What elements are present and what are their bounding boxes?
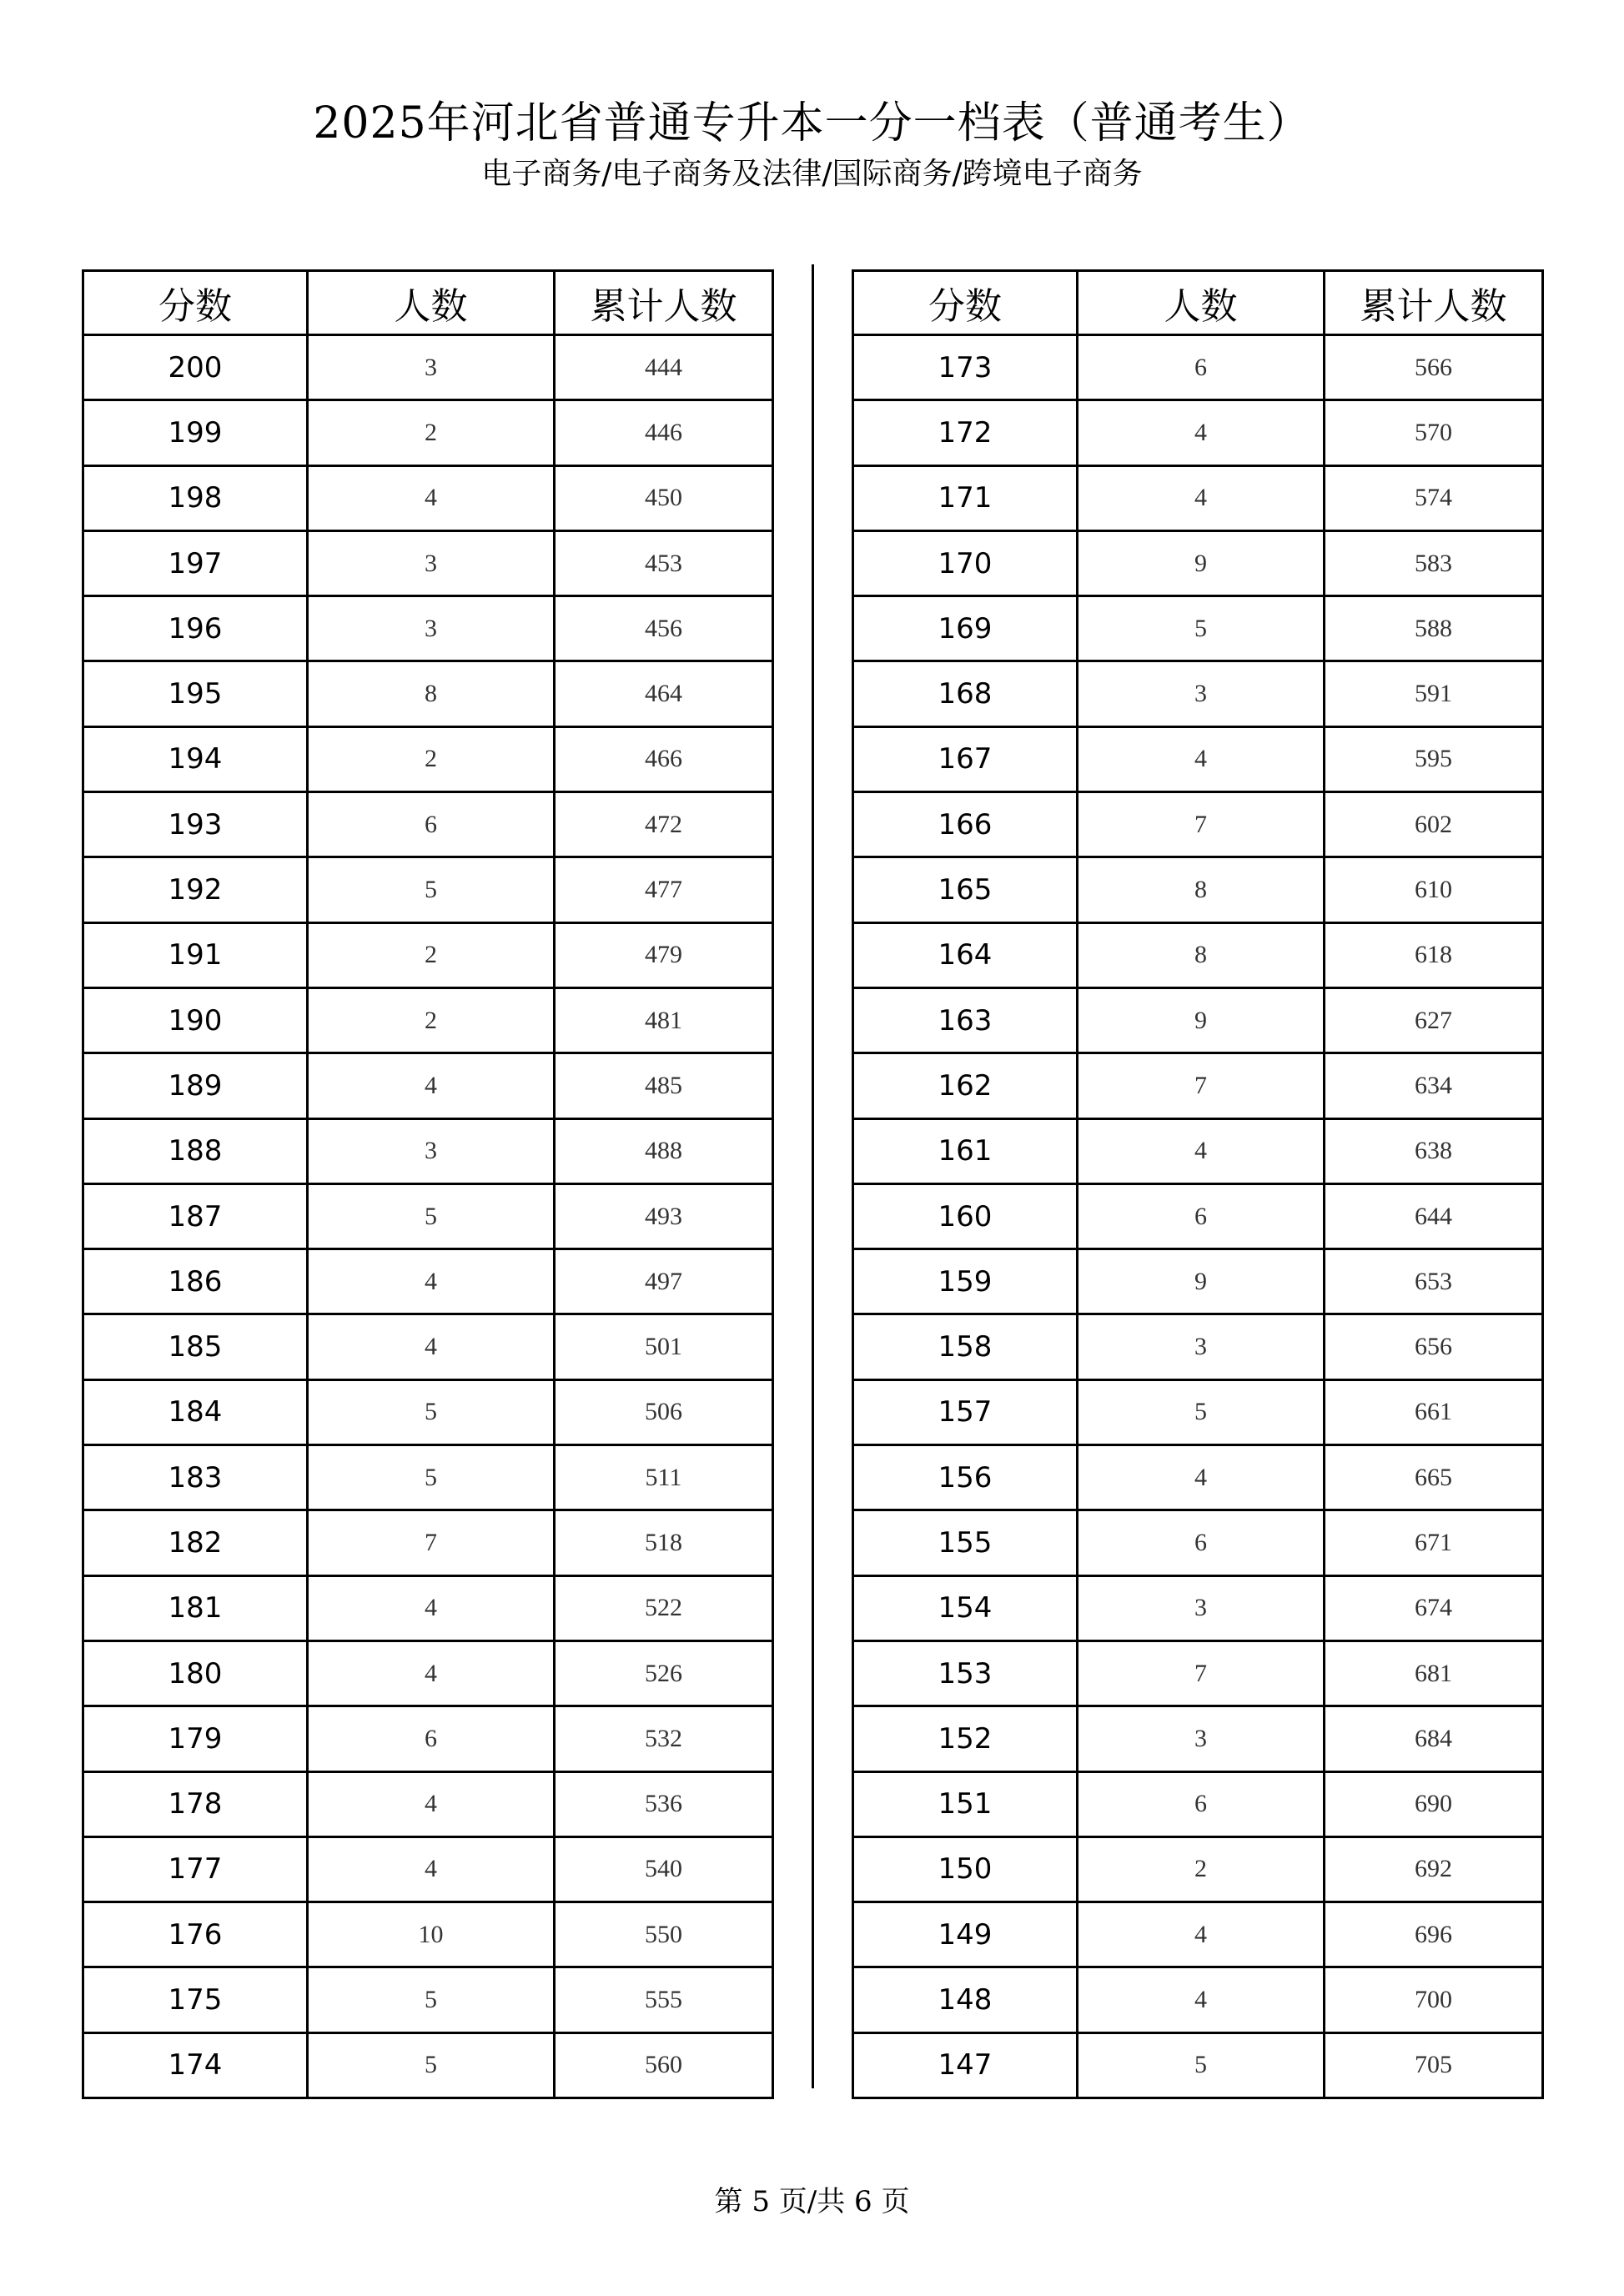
- cell-count: 5: [308, 1445, 555, 1510]
- cell-count: 6: [1078, 1510, 1325, 1575]
- cell-cumulative: 550: [555, 1902, 773, 1967]
- table-row: [853, 596, 1543, 661]
- cell-score: 199: [83, 400, 308, 465]
- table-row: [83, 530, 773, 595]
- cell-count: 4: [1078, 465, 1325, 530]
- cell-count: 3: [1078, 1706, 1325, 1771]
- cell-score: 185: [83, 1314, 308, 1379]
- cell-cumulative: 602: [1325, 792, 1543, 857]
- cell-score: 149: [853, 1902, 1078, 1967]
- table-row: [853, 2032, 1543, 2098]
- cell-score: 157: [853, 1379, 1078, 1444]
- cell-score: 181: [83, 1575, 308, 1640]
- table-row: [853, 1053, 1543, 1118]
- cell-cumulative: 536: [555, 1771, 773, 1836]
- cell-score: 190: [83, 987, 308, 1053]
- cell-score: 151: [853, 1771, 1078, 1836]
- table-row: [83, 857, 773, 922]
- cell-score: 188: [83, 1118, 308, 1183]
- table-row: [83, 1445, 773, 1510]
- table-row: [83, 1510, 773, 1575]
- cell-count: 7: [1078, 1640, 1325, 1706]
- cell-count: 2: [308, 726, 555, 791]
- table-row: [853, 1902, 1543, 1967]
- cell-score: 174: [83, 2032, 308, 2098]
- table-row: [853, 1379, 1543, 1444]
- cell-count: 9: [1078, 987, 1325, 1053]
- cell-cumulative: 497: [555, 1249, 773, 1314]
- cell-score: 175: [83, 1967, 308, 2032]
- cell-count: 3: [1078, 1575, 1325, 1640]
- cell-score: 147: [853, 2032, 1078, 2098]
- table-row: [83, 1771, 773, 1836]
- cell-count: 4: [308, 1836, 555, 1902]
- cell-cumulative: 540: [555, 1836, 773, 1902]
- table-row: [853, 726, 1543, 791]
- cell-cumulative: 532: [555, 1706, 773, 1771]
- cell-cumulative: 591: [1325, 661, 1543, 726]
- cell-count: 4: [308, 1771, 555, 1836]
- cell-cumulative: 479: [555, 922, 773, 987]
- cell-count: 2: [1078, 1836, 1325, 1902]
- cell-cumulative: 684: [1325, 1706, 1543, 1771]
- table-row: [853, 661, 1543, 726]
- table-row: [853, 1640, 1543, 1706]
- cell-count: 7: [308, 1510, 555, 1575]
- cell-score: 165: [853, 857, 1078, 922]
- table-row: [83, 335, 773, 400]
- table-row: [83, 1836, 773, 1902]
- cell-count: 4: [1078, 1445, 1325, 1510]
- cell-score: 171: [853, 465, 1078, 530]
- cell-score: 187: [83, 1183, 308, 1248]
- cell-cumulative: 493: [555, 1183, 773, 1248]
- table-row: [853, 1249, 1543, 1314]
- table-row: [83, 1314, 773, 1379]
- table-row: [83, 1183, 773, 1248]
- table-row: [853, 1836, 1543, 1902]
- cell-count: 2: [308, 987, 555, 1053]
- column-divider: [812, 264, 814, 2088]
- cell-cumulative: 481: [555, 987, 773, 1053]
- table-row: [83, 922, 773, 987]
- cell-cumulative: 555: [555, 1967, 773, 2032]
- cell-cumulative: 583: [1325, 530, 1543, 595]
- table-row: [853, 1706, 1543, 1771]
- cell-score: 177: [83, 1836, 308, 1902]
- cell-count: 3: [1078, 661, 1325, 726]
- cell-cumulative: 705: [1325, 2032, 1543, 2098]
- cell-count: 4: [308, 1640, 555, 1706]
- cell-count: 5: [308, 1967, 555, 2032]
- cell-cumulative: 453: [555, 530, 773, 595]
- table-row: [853, 1183, 1543, 1248]
- cell-cumulative: 634: [1325, 1053, 1543, 1118]
- table-row: [83, 1118, 773, 1183]
- cell-score: 160: [853, 1183, 1078, 1248]
- cell-score: 169: [853, 596, 1078, 661]
- cell-cumulative: 690: [1325, 1771, 1543, 1836]
- cell-score: 167: [853, 726, 1078, 791]
- table-row: [853, 792, 1543, 857]
- cell-count: 4: [1078, 1967, 1325, 2032]
- cell-score: 161: [853, 1118, 1078, 1183]
- column-header-count: 人数: [308, 271, 555, 335]
- cell-count: 7: [1078, 792, 1325, 857]
- table-row: [83, 1379, 773, 1444]
- table-row: [83, 596, 773, 661]
- cell-score: 170: [853, 530, 1078, 595]
- cell-cumulative: 477: [555, 857, 773, 922]
- cell-cumulative: 656: [1325, 1314, 1543, 1379]
- cell-score: 182: [83, 1510, 308, 1575]
- cell-score: 189: [83, 1053, 308, 1118]
- cell-cumulative: 595: [1325, 726, 1543, 791]
- table-row: [853, 1445, 1543, 1510]
- table-row: [853, 400, 1543, 465]
- table-row: [853, 1118, 1543, 1183]
- cell-count: 3: [1078, 1314, 1325, 1379]
- cell-cumulative: 518: [555, 1510, 773, 1575]
- cell-count: 5: [308, 1183, 555, 1248]
- cell-count: 9: [1078, 530, 1325, 595]
- cell-count: 4: [1078, 1118, 1325, 1183]
- cell-cumulative: 522: [555, 1575, 773, 1640]
- table-row: [853, 1575, 1543, 1640]
- cell-score: 153: [853, 1640, 1078, 1706]
- cell-cumulative: 700: [1325, 1967, 1543, 2032]
- cell-count: 5: [1078, 1379, 1325, 1444]
- cell-score: 183: [83, 1445, 308, 1510]
- cell-score: 184: [83, 1379, 308, 1444]
- cell-count: 5: [1078, 596, 1325, 661]
- cell-score: 176: [83, 1902, 308, 1967]
- cell-cumulative: 566: [1325, 335, 1543, 400]
- cell-cumulative: 511: [555, 1445, 773, 1510]
- cell-cumulative: 681: [1325, 1640, 1543, 1706]
- cell-count: 5: [308, 857, 555, 922]
- table-row: [83, 987, 773, 1053]
- cell-score: 178: [83, 1771, 308, 1836]
- cell-count: 6: [308, 1706, 555, 1771]
- cell-cumulative: 627: [1325, 987, 1543, 1053]
- cell-count: 3: [308, 1118, 555, 1183]
- cell-count: 8: [1078, 857, 1325, 922]
- table-row: [83, 465, 773, 530]
- column-header-cumulative: 累计人数: [1325, 271, 1543, 335]
- table-row: [83, 1706, 773, 1771]
- cell-count: 6: [1078, 1183, 1325, 1248]
- cell-score: 158: [853, 1314, 1078, 1379]
- page-title: 2025年河北省普通专升本一分一档表（普通考生）: [313, 98, 1311, 148]
- table-row: [853, 987, 1543, 1053]
- cell-cumulative: 464: [555, 661, 773, 726]
- score-table-left: [82, 269, 774, 2099]
- cell-cumulative: 485: [555, 1053, 773, 1118]
- table-row: [83, 1640, 773, 1706]
- table-row: [83, 1053, 773, 1118]
- table-row: [83, 726, 773, 791]
- cell-count: 5: [308, 1379, 555, 1444]
- cell-cumulative: 665: [1325, 1445, 1543, 1510]
- table-header-row: [83, 271, 773, 335]
- cell-score: 155: [853, 1510, 1078, 1575]
- cell-score: 159: [853, 1249, 1078, 1314]
- cell-count: 3: [308, 335, 555, 400]
- cell-score: 152: [853, 1706, 1078, 1771]
- cell-score: 148: [853, 1967, 1078, 2032]
- cell-cumulative: 560: [555, 2032, 773, 2098]
- cell-cumulative: 696: [1325, 1902, 1543, 1967]
- cell-count: 3: [308, 530, 555, 595]
- table-row: [853, 857, 1543, 922]
- cell-cumulative: 692: [1325, 1836, 1543, 1902]
- cell-score: 150: [853, 1836, 1078, 1902]
- cell-cumulative: 472: [555, 792, 773, 857]
- cell-cumulative: 501: [555, 1314, 773, 1379]
- score-table-right: [852, 269, 1544, 2099]
- cell-cumulative: 456: [555, 596, 773, 661]
- cell-count: 4: [1078, 1902, 1325, 1967]
- cell-cumulative: 638: [1325, 1118, 1543, 1183]
- cell-score: 196: [83, 596, 308, 661]
- cell-score: 198: [83, 465, 308, 530]
- table-row: [853, 1967, 1543, 2032]
- column-header-count: 人数: [1078, 271, 1325, 335]
- cell-count: 4: [308, 1314, 555, 1379]
- cell-score: 168: [853, 661, 1078, 726]
- cell-score: 156: [853, 1445, 1078, 1510]
- cell-count: 5: [1078, 2032, 1325, 2098]
- cell-count: 2: [308, 922, 555, 987]
- cell-cumulative: 610: [1325, 857, 1543, 922]
- table-row: [83, 2032, 773, 2098]
- table-row: [83, 661, 773, 726]
- cell-count: 6: [1078, 335, 1325, 400]
- cell-count: 6: [308, 792, 555, 857]
- cell-count: 6: [1078, 1771, 1325, 1836]
- column-header-score: 分数: [83, 271, 308, 335]
- cell-cumulative: 674: [1325, 1575, 1543, 1640]
- table-header-row: [853, 271, 1543, 335]
- cell-score: 163: [853, 987, 1078, 1053]
- table-row: [83, 1249, 773, 1314]
- cell-count: 8: [308, 661, 555, 726]
- cell-score: 193: [83, 792, 308, 857]
- cell-score: 173: [853, 335, 1078, 400]
- cell-count: 4: [308, 465, 555, 530]
- table-row: [83, 1967, 773, 2032]
- cell-score: 197: [83, 530, 308, 595]
- table-row: [853, 1771, 1543, 1836]
- cell-count: 10: [308, 1902, 555, 1967]
- cell-cumulative: 506: [555, 1379, 773, 1444]
- cell-score: 179: [83, 1706, 308, 1771]
- cell-cumulative: 450: [555, 465, 773, 530]
- table-row: [853, 530, 1543, 595]
- cell-cumulative: 588: [1325, 596, 1543, 661]
- table-row: [853, 335, 1543, 400]
- cell-cumulative: 661: [1325, 1379, 1543, 1444]
- table-row: [853, 1510, 1543, 1575]
- cell-count: 7: [1078, 1053, 1325, 1118]
- cell-cumulative: 574: [1325, 465, 1543, 530]
- cell-cumulative: 446: [555, 400, 773, 465]
- table-row: [83, 1575, 773, 1640]
- table-row: [853, 922, 1543, 987]
- cell-score: 192: [83, 857, 308, 922]
- cell-count: 2: [308, 400, 555, 465]
- column-header-score: 分数: [853, 271, 1078, 335]
- cell-count: 4: [308, 1249, 555, 1314]
- cell-cumulative: 488: [555, 1118, 773, 1183]
- table-row: [853, 465, 1543, 530]
- column-header-cumulative: 累计人数: [555, 271, 773, 335]
- cell-cumulative: 570: [1325, 400, 1543, 465]
- table-row: [853, 1314, 1543, 1379]
- cell-count: 3: [308, 596, 555, 661]
- cell-cumulative: 466: [555, 726, 773, 791]
- cell-cumulative: 644: [1325, 1183, 1543, 1248]
- table-row: [83, 792, 773, 857]
- cell-count: 8: [1078, 922, 1325, 987]
- cell-score: 200: [83, 335, 308, 400]
- cell-score: 172: [853, 400, 1078, 465]
- cell-score: 154: [853, 1575, 1078, 1640]
- table-row: [83, 1902, 773, 1967]
- cell-score: 186: [83, 1249, 308, 1314]
- cell-score: 194: [83, 726, 308, 791]
- table-row: [83, 400, 773, 465]
- cell-count: 9: [1078, 1249, 1325, 1314]
- cell-score: 164: [853, 922, 1078, 987]
- cell-score: 180: [83, 1640, 308, 1706]
- cell-cumulative: 444: [555, 335, 773, 400]
- cell-score: 195: [83, 661, 308, 726]
- page-subtitle: 电子商务/电子商务及法律/国际商务/跨境电子商务: [481, 157, 1143, 191]
- page-number: 第 5 页/共 6 页: [714, 2185, 910, 2218]
- cell-count: 4: [1078, 726, 1325, 791]
- cell-count: 4: [308, 1053, 555, 1118]
- cell-cumulative: 618: [1325, 922, 1543, 987]
- cell-cumulative: 526: [555, 1640, 773, 1706]
- cell-score: 191: [83, 922, 308, 987]
- cell-score: 166: [853, 792, 1078, 857]
- cell-count: 5: [308, 2032, 555, 2098]
- cell-count: 4: [1078, 400, 1325, 465]
- cell-cumulative: 671: [1325, 1510, 1543, 1575]
- cell-score: 162: [853, 1053, 1078, 1118]
- cell-count: 4: [308, 1575, 555, 1640]
- cell-cumulative: 653: [1325, 1249, 1543, 1314]
